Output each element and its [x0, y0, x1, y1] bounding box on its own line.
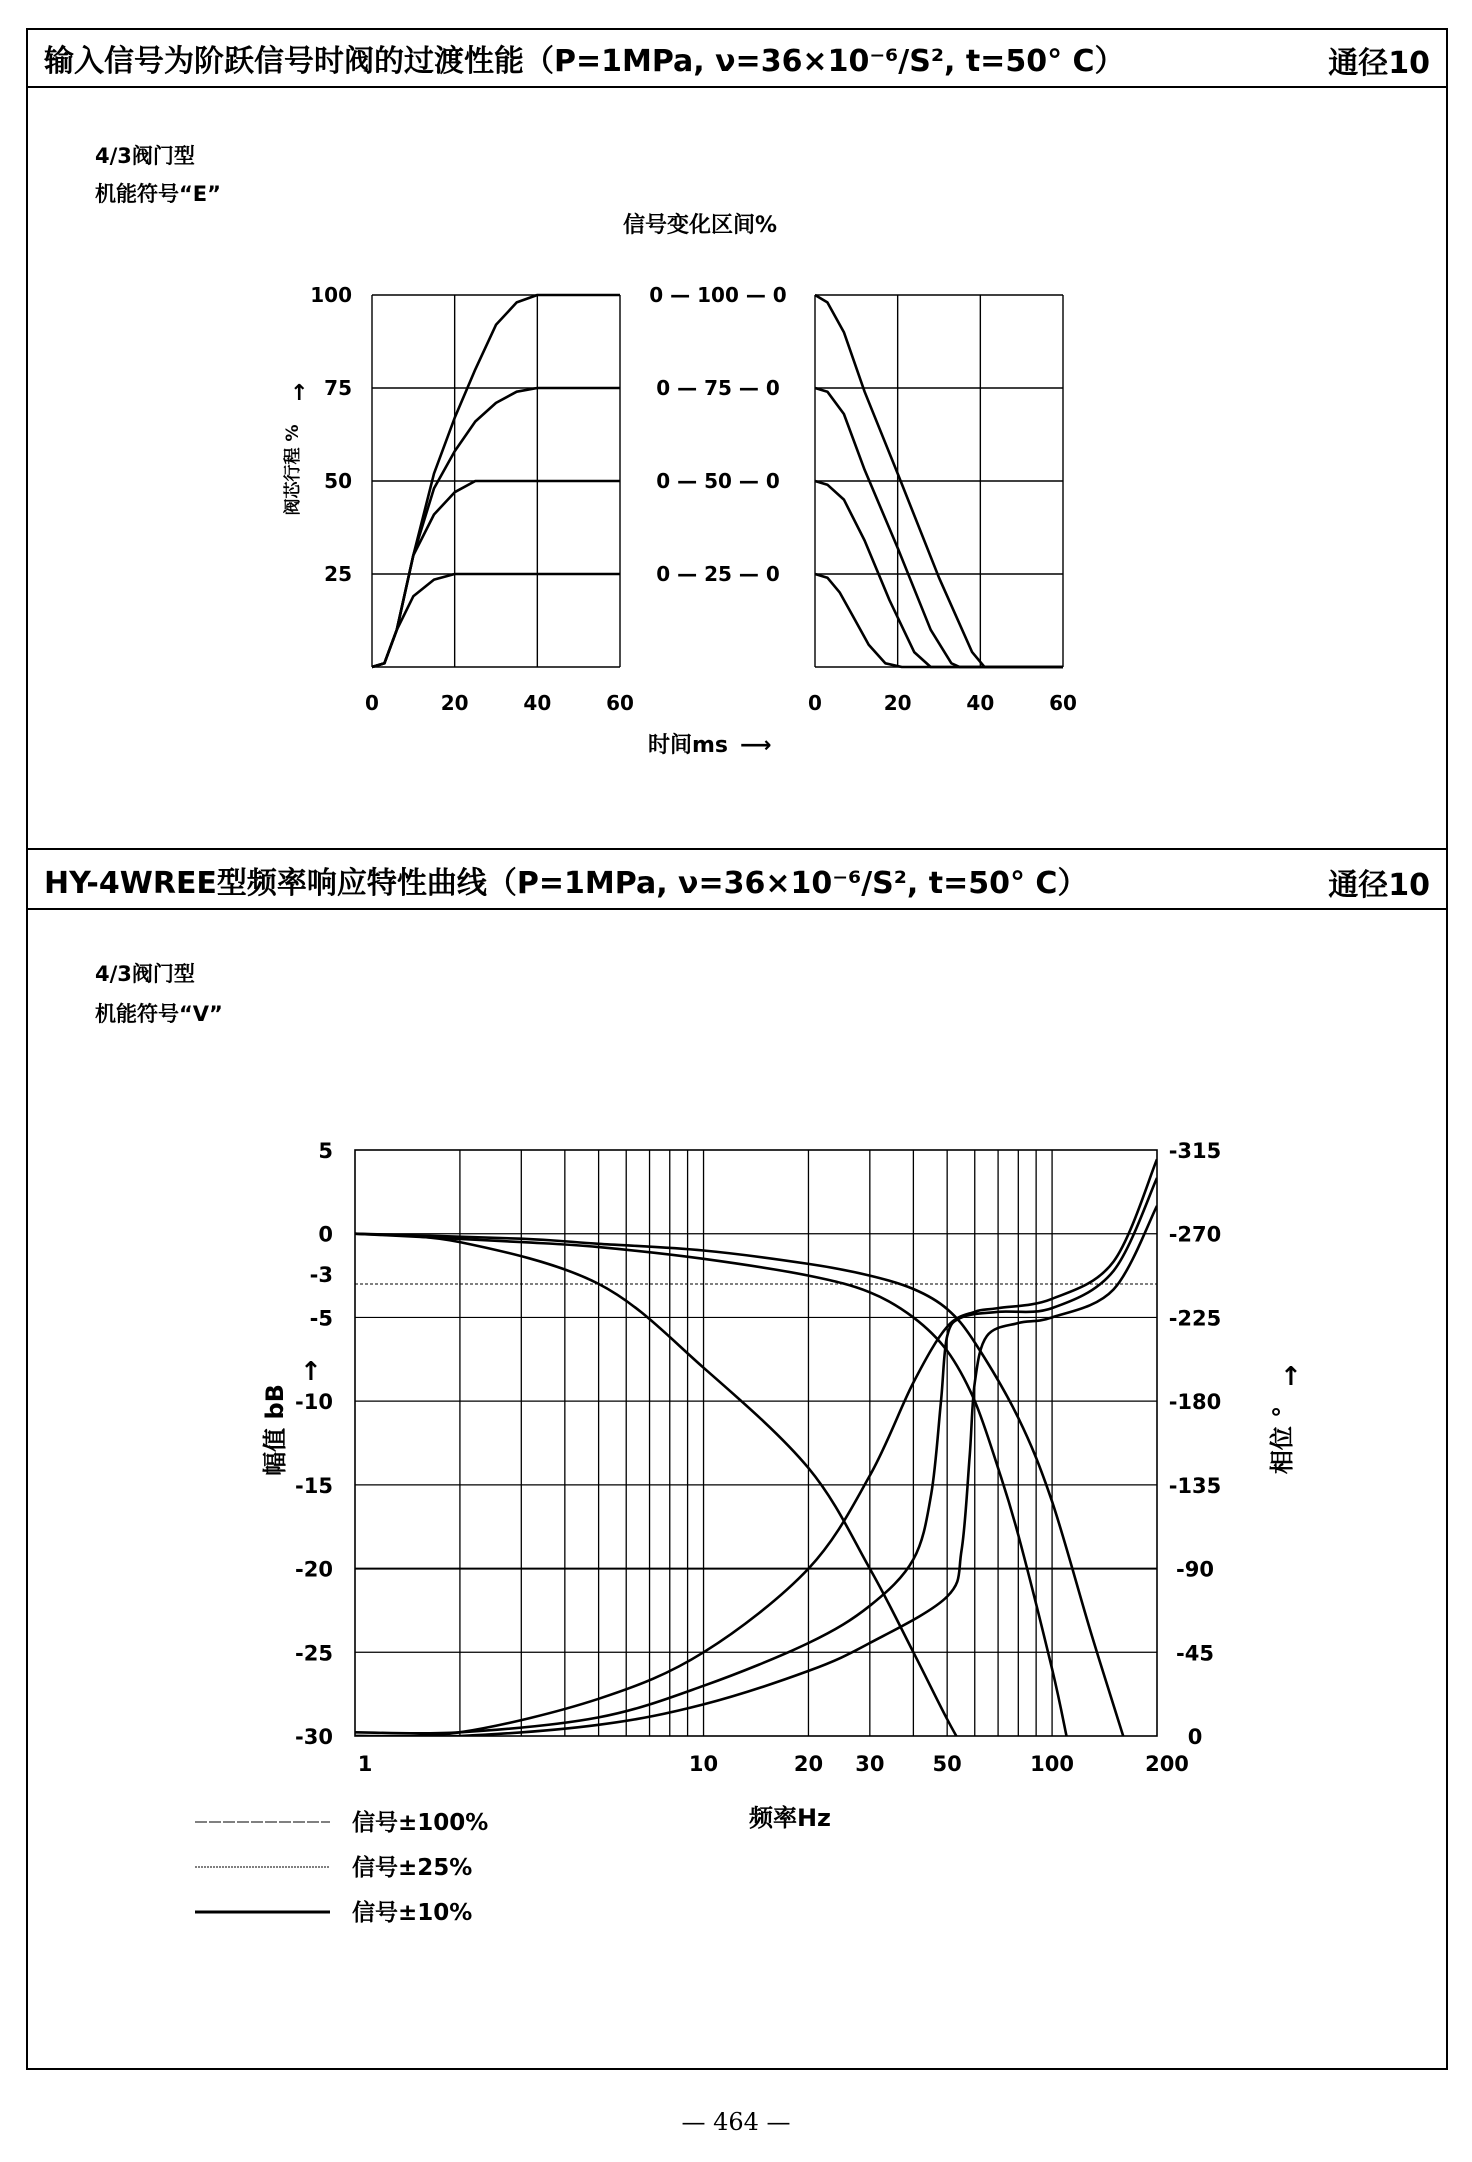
rise-x-tick-label: 40	[523, 691, 552, 715]
legend-label: 信号±100%	[352, 1810, 489, 1836]
y-axis-label-group	[282, 425, 303, 516]
rise-y-tick-label: 25	[324, 562, 352, 586]
section1-tag: 通径10	[1328, 46, 1430, 81]
step-response-chart	[0, 0, 1472, 820]
rise-y-tick-label: 100	[310, 283, 352, 307]
fall-x-tick-label: 0	[808, 691, 822, 715]
amplitude-tick-label: 5	[318, 1139, 333, 1163]
freq-x-axis-label: 频率Hz	[748, 1804, 832, 1832]
x-axis-label: 时间ms	[647, 733, 729, 758]
amplitude-tick-label: -20	[295, 1557, 333, 1582]
freq-x-tick-label: 20	[793, 1752, 824, 1776]
left-axis-arrow: ↑	[300, 1357, 322, 1387]
section2-tag: 通径10	[1328, 868, 1430, 903]
left-axis-label: 幅值 bB	[261, 1384, 289, 1476]
amplitude-tick-label: -3	[309, 1262, 333, 1287]
legend-label: 信号±10%	[352, 1900, 473, 1926]
freq-x-tick-label: 1	[357, 1752, 373, 1776]
freq-x-tick-label: 50	[932, 1752, 962, 1776]
y-axis-arrow: ↑	[290, 381, 309, 406]
step-fall-plot	[808, 295, 1077, 715]
page-number: — 464 —	[681, 2108, 791, 2136]
right-axis-label-group	[1268, 1406, 1296, 1474]
left-axis-label-group	[261, 1384, 289, 1476]
section2-valve-type: 4/3阀门型	[95, 962, 195, 986]
phase-tick-label: -45	[1176, 1641, 1214, 1666]
right-axis-label: 相位 °	[1268, 1405, 1296, 1475]
y-axis-label: 阀芯行程 %	[283, 424, 303, 516]
phase-tick-label: -315	[1168, 1139, 1222, 1163]
frequency-response-chart	[0, 1100, 1472, 2000]
rise-y-tick-label: 50	[324, 469, 352, 493]
step-rise-plot	[310, 283, 634, 715]
signal-range-label: 0 — 100 — 0	[649, 283, 787, 307]
amplitude-tick-label: -25	[295, 1641, 333, 1666]
legend-label: 信号±25%	[352, 1855, 473, 1881]
phase-tick-label: -270	[1168, 1222, 1222, 1247]
fall-x-tick-label: 60	[1049, 691, 1077, 715]
fall-x-tick-label: 40	[966, 691, 995, 715]
signal-range-label: 0 — 25 — 0	[656, 562, 780, 586]
freq-x-tick-label: 200	[1145, 1752, 1189, 1776]
section1-title: 输入信号为阶跃信号时阀的过渡性能（P=1MPa, ν=36×10⁻⁶/S², t=50° C）	[44, 44, 1125, 79]
rise-series-line	[372, 574, 620, 667]
legend	[195, 1809, 488, 1926]
amplitude-tick-label: -30	[295, 1725, 333, 1749]
right-axis-arrow: ↑	[1280, 1362, 1302, 1392]
amplitude-tick-label: 0	[318, 1222, 333, 1247]
rise-series-line	[372, 388, 620, 667]
rise-x-tick-label: 0	[365, 691, 379, 715]
phase-tick-label: -225	[1168, 1306, 1222, 1331]
section2-title: HY-4WREE型频率响应特性曲线（P=1MPa, ν=36×10⁻⁶/S², t=50° C）	[44, 866, 1088, 901]
freq-x-tick-label: 30	[855, 1752, 885, 1776]
section2-function-symbol: 机能符号“V”	[95, 1002, 223, 1026]
phase-tick-label: -135	[1168, 1473, 1222, 1498]
freq-ticks	[295, 1139, 1221, 1776]
x-axis-arrow: ⟶	[740, 733, 772, 758]
phase-tick-label: -90	[1176, 1557, 1214, 1582]
amplitude-tick-label: -5	[309, 1306, 333, 1331]
phase-tick-label: 0	[1187, 1725, 1203, 1749]
signal-range-label: 0 — 75 — 0	[656, 376, 780, 400]
freq-x-tick-label: 100	[1030, 1752, 1075, 1776]
freq-x-tick-label: 10	[688, 1752, 719, 1776]
section1-valve-type: 4/3阀门型	[95, 144, 195, 168]
signal-range-labels	[649, 283, 786, 586]
phase-tick-label: -180	[1168, 1390, 1222, 1415]
fall-x-tick-label: 20	[883, 691, 912, 715]
rise-x-tick-label: 20	[440, 691, 469, 715]
signal-range-title: 信号变化区间%	[622, 213, 778, 238]
rise-y-tick-label: 75	[324, 376, 352, 400]
fall-series-line	[815, 388, 1063, 667]
amplitude-tick-label: -15	[295, 1473, 333, 1498]
section2-header	[26, 850, 1448, 910]
signal-range-label: 0 — 50 — 0	[656, 469, 780, 493]
rise-x-tick-label: 60	[606, 691, 634, 715]
amplitude-tick-label: -10	[295, 1390, 333, 1415]
fall-series-line	[815, 574, 1063, 667]
section1-function-symbol: 机能符号“E”	[95, 182, 221, 206]
